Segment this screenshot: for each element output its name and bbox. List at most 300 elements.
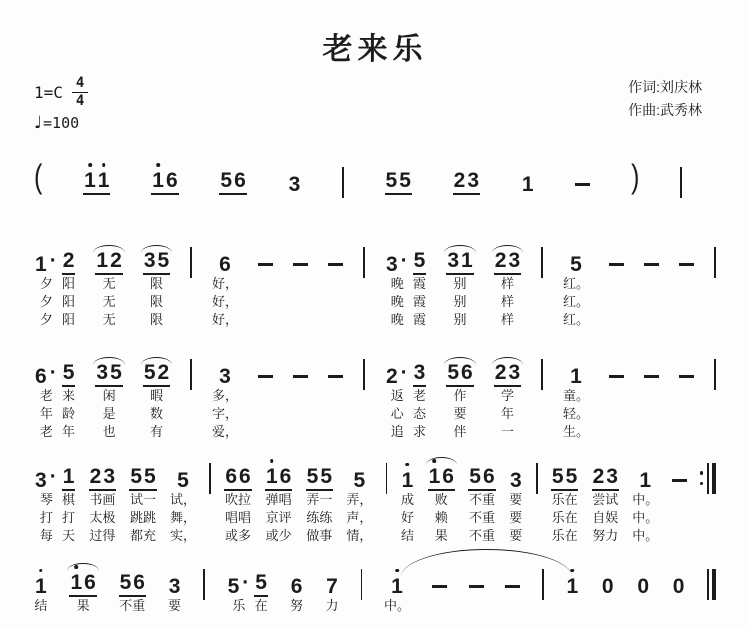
- lyric-syllable: 乐在: [551, 509, 578, 525]
- eighth-underline: [494, 250, 521, 275]
- meta-row: [34, 76, 702, 133]
- lyric-syllable: 无: [102, 275, 116, 291]
- dotted-note-pair: [385, 239, 426, 329]
- note-figures: [680, 159, 682, 195]
- note-figures: [385, 239, 410, 275]
- note-figures: [714, 239, 716, 275]
- note-group: [551, 455, 578, 545]
- note-figures: [700, 455, 716, 491]
- note-figures: [644, 239, 659, 275]
- note-digit: 5: [447, 361, 460, 385]
- barline: [203, 561, 205, 597]
- lyric-syllable: 结: [400, 527, 414, 543]
- note-digit: 3: [606, 465, 618, 489]
- note-digit: 3: [288, 172, 301, 196]
- note-digit: 0: [672, 574, 685, 598]
- lyric-syllable: 红。: [562, 293, 589, 309]
- high-octave-dot: [270, 459, 274, 463]
- duration-dash: [644, 375, 659, 377]
- note-figures: [325, 561, 339, 597]
- lyric-syllable: 弄，: [346, 491, 373, 507]
- note-digit: 5: [570, 252, 582, 276]
- slur-arc: [141, 357, 172, 365]
- note-digit: 5: [413, 249, 426, 273]
- lyricist-credit: 作词:刘庆林: [628, 79, 702, 95]
- note-digit: 2: [89, 465, 102, 489]
- fin: [707, 561, 716, 597]
- lyric-syllable: 年: [62, 423, 76, 439]
- music-line: [34, 239, 716, 329]
- note-digit: 1: [639, 468, 652, 492]
- note-digit: 5: [551, 465, 564, 489]
- lyric-syllable: 别: [453, 311, 467, 327]
- note-digit: 6: [84, 571, 96, 595]
- note-figures: [62, 351, 76, 387]
- note-figures: [328, 351, 343, 387]
- lyric-syllable: 要: [168, 597, 182, 613]
- dash: [293, 239, 308, 275]
- note-figures: [679, 351, 694, 387]
- lyric-syllable: 红。: [562, 275, 589, 291]
- lyric-syllable: 京评: [265, 509, 292, 525]
- note-digit: 3: [509, 468, 522, 492]
- note-figures: [34, 561, 48, 597]
- note-figures: [638, 455, 652, 491]
- note-digit: 5: [385, 169, 398, 193]
- lyric-syllable: 败: [434, 491, 448, 507]
- note-digit: 6: [165, 169, 178, 193]
- note-digit: 1: [97, 170, 111, 191]
- note-group: [413, 351, 427, 441]
- tie-arc: [401, 549, 572, 577]
- note-digit: 1: [428, 466, 442, 487]
- eighth-underline: [143, 362, 170, 387]
- note-figures: [631, 159, 639, 195]
- dash: [328, 239, 343, 275]
- lyric-syllable: 努力: [592, 527, 619, 543]
- eighth-underline: [224, 466, 251, 491]
- eighth-underline: [428, 466, 455, 491]
- lyric-syllable: 太极: [89, 509, 116, 525]
- slur-arc: [426, 457, 457, 465]
- note-digit: 1: [390, 576, 404, 597]
- lyric-syllable: 年: [39, 405, 53, 421]
- note-group: [212, 351, 238, 441]
- eighth-underline: [62, 466, 76, 491]
- eighth-underline: [62, 250, 76, 275]
- lyric-syllable: 年: [500, 405, 514, 421]
- lyric-syllable: 或多: [224, 527, 251, 543]
- note-figures: [385, 351, 410, 387]
- note-group: [563, 239, 589, 329]
- augmentation-dot: ·: [49, 360, 57, 384]
- note-group: [34, 239, 59, 329]
- note-group: [346, 455, 372, 545]
- note-digit: 5: [119, 571, 132, 595]
- barline: [386, 455, 388, 491]
- note-group: [95, 351, 122, 441]
- note-figures: [468, 455, 495, 491]
- thin-bar: [707, 569, 709, 600]
- lyric-syllable: 弄一: [306, 491, 333, 507]
- note-digit: 1: [461, 249, 473, 273]
- note-figures: [413, 351, 427, 387]
- note-figures: [413, 239, 427, 275]
- note-figures: [119, 561, 146, 597]
- lyric-syllable: 龄: [62, 405, 76, 421]
- augmentation-dot: ·: [49, 248, 57, 272]
- note-digit: 5: [143, 361, 156, 385]
- eighth-underline: [119, 572, 146, 597]
- lyric-syllable: 样: [500, 293, 514, 309]
- lyric-syllable: 限: [150, 293, 164, 309]
- note-figures: [227, 561, 252, 597]
- note-group: [385, 159, 412, 195]
- lyric-syllable: 霞: [412, 275, 426, 291]
- music-line: [34, 159, 716, 195]
- note-group: [672, 561, 686, 597]
- lyric-syllable: 琴: [39, 491, 53, 507]
- note-figures: [714, 351, 716, 387]
- note-digit: 3: [143, 249, 156, 273]
- dotted-note-pair: [227, 561, 268, 615]
- lyric-syllable: 每: [39, 527, 53, 543]
- note-digit: 3: [508, 249, 521, 273]
- note-figures: [69, 561, 96, 597]
- note-figures: [385, 159, 412, 195]
- note-figures: [352, 455, 366, 491]
- note-digit: 6: [279, 465, 292, 489]
- note-digit: 3: [219, 364, 231, 388]
- barline-rule: [714, 359, 716, 390]
- lyric-syllable: 情，: [346, 527, 373, 543]
- barline-rule: [363, 359, 365, 390]
- high-octave-dot: [88, 163, 92, 167]
- barline: [680, 159, 682, 195]
- lyric-syllable: 中。: [632, 491, 659, 507]
- note-digit: 6: [133, 571, 145, 595]
- lyric-syllable: 作: [453, 387, 467, 403]
- lyric-syllable: 学: [500, 387, 514, 403]
- note-group: [521, 159, 535, 195]
- note-group: [170, 455, 196, 545]
- lyric-syllable: 不重: [468, 527, 495, 543]
- barline-rule: [536, 463, 538, 494]
- lyric-syllable: 在: [254, 597, 268, 613]
- dotted-note-pair: [34, 455, 75, 545]
- note-group: [83, 159, 110, 195]
- lyric-syllable: 一: [500, 423, 514, 439]
- lyric-syllable: 无: [102, 311, 116, 327]
- note-figures: [636, 561, 650, 597]
- lyric-syllable: 天: [62, 527, 76, 543]
- lyric-syllable: 晚: [390, 275, 404, 291]
- dash: [609, 351, 624, 387]
- note-group: [95, 239, 122, 329]
- note-figures: [401, 455, 415, 491]
- lyric-syllable: 老: [39, 423, 53, 439]
- time-signature: [72, 76, 88, 110]
- note-figures: [361, 561, 363, 597]
- note-figures: [293, 239, 308, 275]
- lyric-syllable: 好: [400, 509, 414, 525]
- note-digit: 1: [521, 172, 534, 196]
- barline: [190, 351, 192, 387]
- note-digit: 1: [69, 572, 83, 593]
- note-digit: 2: [62, 249, 75, 273]
- note-group: [428, 455, 455, 545]
- note-figures: [219, 159, 246, 195]
- note-figures: [363, 351, 365, 387]
- lyric-syllable: 夕: [39, 275, 53, 291]
- note-group: [468, 455, 495, 545]
- note-figures: [551, 455, 578, 491]
- barline: [541, 239, 543, 275]
- lyric-syllable: 数: [150, 405, 164, 421]
- eighth-underline: [254, 572, 268, 597]
- duration-dash: [609, 375, 624, 377]
- lyric-syllable: 阳: [62, 311, 76, 327]
- slur-arc: [93, 357, 124, 365]
- close: [631, 159, 639, 195]
- dash: [575, 159, 590, 195]
- barline-rule: [342, 167, 344, 198]
- note-figures: [95, 351, 122, 387]
- eighth-underline: [306, 466, 333, 491]
- note-digit: 5: [469, 465, 481, 489]
- note-digit: 3: [447, 249, 460, 273]
- lyric-syllable: 实，: [170, 527, 197, 543]
- note-figures: [672, 455, 687, 491]
- note-figures: [290, 561, 304, 597]
- composer-credit: 作曲:武秀林: [628, 102, 702, 119]
- barline: [190, 239, 192, 275]
- lyric-syllable: 红。: [562, 311, 589, 327]
- dash: [679, 351, 694, 387]
- note-group: [62, 455, 76, 545]
- note-digit: 2: [494, 249, 507, 273]
- note-figures: [34, 239, 59, 275]
- note-figures: [176, 455, 190, 491]
- lyric-syllable: 不重: [468, 491, 495, 507]
- lyric-syllable: 好，: [212, 275, 239, 291]
- lyric-syllable: 中。: [632, 509, 659, 525]
- dash: [293, 351, 308, 387]
- note-figures: [62, 239, 76, 275]
- dash: [679, 239, 694, 275]
- note-group: [143, 351, 170, 441]
- final-barline: [707, 569, 716, 600]
- note-group: [119, 561, 146, 615]
- duration-dash: [258, 263, 273, 265]
- lyric-syllable: 尝试: [592, 491, 619, 507]
- note-figures: [293, 351, 308, 387]
- lyric-syllable: 限: [150, 311, 164, 327]
- duration-dash: [609, 263, 624, 265]
- note-group: [601, 561, 615, 597]
- note-figures: [521, 159, 535, 195]
- lyric-syllable: 不重: [119, 597, 146, 613]
- dash: [609, 239, 624, 275]
- lyric-syllable: 别: [453, 275, 467, 291]
- note-figures: [89, 455, 116, 491]
- augmentation-dot: ·: [242, 570, 250, 594]
- note-figures: [707, 561, 716, 597]
- note-figures: [288, 159, 302, 195]
- lyric-syllable: 别: [453, 293, 467, 309]
- lyric-syllable: 赖: [434, 509, 448, 525]
- note-digit: 2: [157, 361, 170, 385]
- note-group: [401, 455, 415, 545]
- open-paren: (: [34, 157, 43, 196]
- barline: [714, 239, 716, 275]
- lyric-syllable: 暇: [150, 387, 164, 403]
- note-figures: [446, 351, 473, 387]
- lyric-syllable: 返: [390, 387, 404, 403]
- slur-arc: [93, 245, 124, 253]
- barline: [209, 455, 211, 491]
- eighth-underline: [83, 170, 110, 195]
- thin-bar: [707, 463, 709, 494]
- barline-rule: [209, 463, 211, 494]
- eighth-underline: [453, 170, 480, 195]
- duration-dash: [293, 375, 308, 377]
- lyric-syllable: 有: [150, 423, 164, 439]
- lyric-syllable: 追: [390, 423, 404, 439]
- note-digit: 5: [353, 468, 366, 492]
- lyric-syllable: 成: [400, 491, 414, 507]
- lyric-syllable: 中。: [384, 597, 411, 613]
- note-digit: 2: [385, 364, 398, 388]
- barline-rule: [714, 247, 716, 278]
- open: [34, 159, 42, 195]
- lyric-syllable: 爱，: [212, 423, 239, 439]
- note-group: [563, 351, 589, 441]
- note-digit: 3: [413, 361, 426, 385]
- note-figures: [609, 239, 624, 275]
- note-digit: 1: [570, 364, 582, 388]
- lyric-syllable: 也: [102, 423, 116, 439]
- duration-dash: [672, 479, 687, 481]
- dash: [672, 455, 687, 491]
- duration-dash: [293, 263, 308, 265]
- note-figures: [494, 239, 521, 275]
- augmentation-dot: ·: [400, 248, 408, 272]
- note-group: [446, 351, 473, 441]
- note-digit: 5: [177, 468, 189, 492]
- note-group: [89, 455, 116, 545]
- note-figures: [569, 351, 583, 387]
- note-figures: [258, 239, 273, 275]
- note-digit: 0: [601, 574, 614, 598]
- eighth-underline: [219, 170, 246, 195]
- barline: [714, 351, 716, 387]
- lyric-syllable: 夕: [39, 293, 53, 309]
- lyric-syllable: 阳: [62, 293, 76, 309]
- note-figures: [203, 561, 205, 597]
- note-digit: 1: [565, 576, 579, 597]
- duration-dash: [679, 375, 694, 377]
- high-octave-dot: [102, 163, 106, 167]
- lyric-syllable: 无: [102, 293, 116, 309]
- note-figures: [168, 561, 182, 597]
- high-octave-dot: [39, 569, 43, 573]
- note-digit: 6: [35, 364, 47, 388]
- lyric-syllable: 力: [325, 597, 339, 613]
- note-group: [288, 159, 302, 195]
- eighth-underline: [151, 170, 178, 195]
- note-digit: 7: [326, 574, 338, 598]
- key-signature-block: [34, 76, 88, 133]
- eighth-underline: [69, 572, 96, 597]
- lyric-syllable: 中。: [632, 527, 659, 543]
- lyric-syllable: 不重: [468, 509, 495, 525]
- lyric-syllable: 要: [509, 491, 523, 507]
- lyric-syllable: 练练: [306, 509, 333, 525]
- duration-dash: [328, 263, 343, 265]
- note-group: [413, 239, 427, 329]
- note-group: [69, 561, 96, 615]
- lyric-syllable: 霞: [412, 293, 426, 309]
- note-digit: 3: [467, 169, 480, 193]
- note-figures: [209, 455, 211, 491]
- duration-dash: [258, 375, 273, 377]
- dash: [258, 239, 273, 275]
- note-group: [34, 351, 59, 441]
- note-figures: [672, 561, 686, 597]
- note-digit: 5: [320, 465, 333, 489]
- tempo-marking: [34, 113, 88, 133]
- high-octave-dot: [406, 463, 410, 467]
- note-group: [62, 351, 76, 441]
- note-group: [290, 561, 304, 615]
- eighth-underline: [446, 362, 473, 387]
- barline: [363, 239, 365, 275]
- note-digit: 1: [151, 170, 165, 191]
- barline-rule: [541, 359, 543, 390]
- dotted-note-pair: [34, 239, 75, 329]
- eighth-underline: [446, 250, 473, 275]
- barline: [536, 455, 538, 491]
- note-figures: [218, 351, 232, 387]
- lyric-syllable: 果: [434, 527, 448, 543]
- repeat-dots: [700, 465, 703, 492]
- lyric-syllable: 果: [76, 597, 90, 613]
- lyric-syllable: 都充: [130, 527, 157, 543]
- tempo-value: =100: [43, 113, 80, 132]
- note-figures: [494, 351, 521, 387]
- duration-dash: [644, 263, 659, 265]
- note-group: [306, 455, 333, 545]
- note-figures: [601, 561, 615, 597]
- note-group: [254, 561, 268, 615]
- note-figures: [541, 239, 543, 275]
- barline-rule: [386, 463, 388, 494]
- high-octave-dot: [156, 163, 160, 167]
- lyric-syllable: 老: [412, 387, 426, 403]
- note-digit: 3: [385, 252, 398, 276]
- lyric-syllable: 限: [150, 275, 164, 291]
- note-digit: 0: [637, 574, 650, 598]
- note-figures: [679, 239, 694, 275]
- barline: [342, 159, 344, 195]
- note-group: [385, 239, 410, 329]
- note-digit: 5: [306, 465, 319, 489]
- note-digit: 5: [130, 465, 143, 489]
- lyric-syllable: 字，: [212, 405, 239, 421]
- eighth-underline: [95, 250, 122, 275]
- note-figures: [328, 239, 343, 275]
